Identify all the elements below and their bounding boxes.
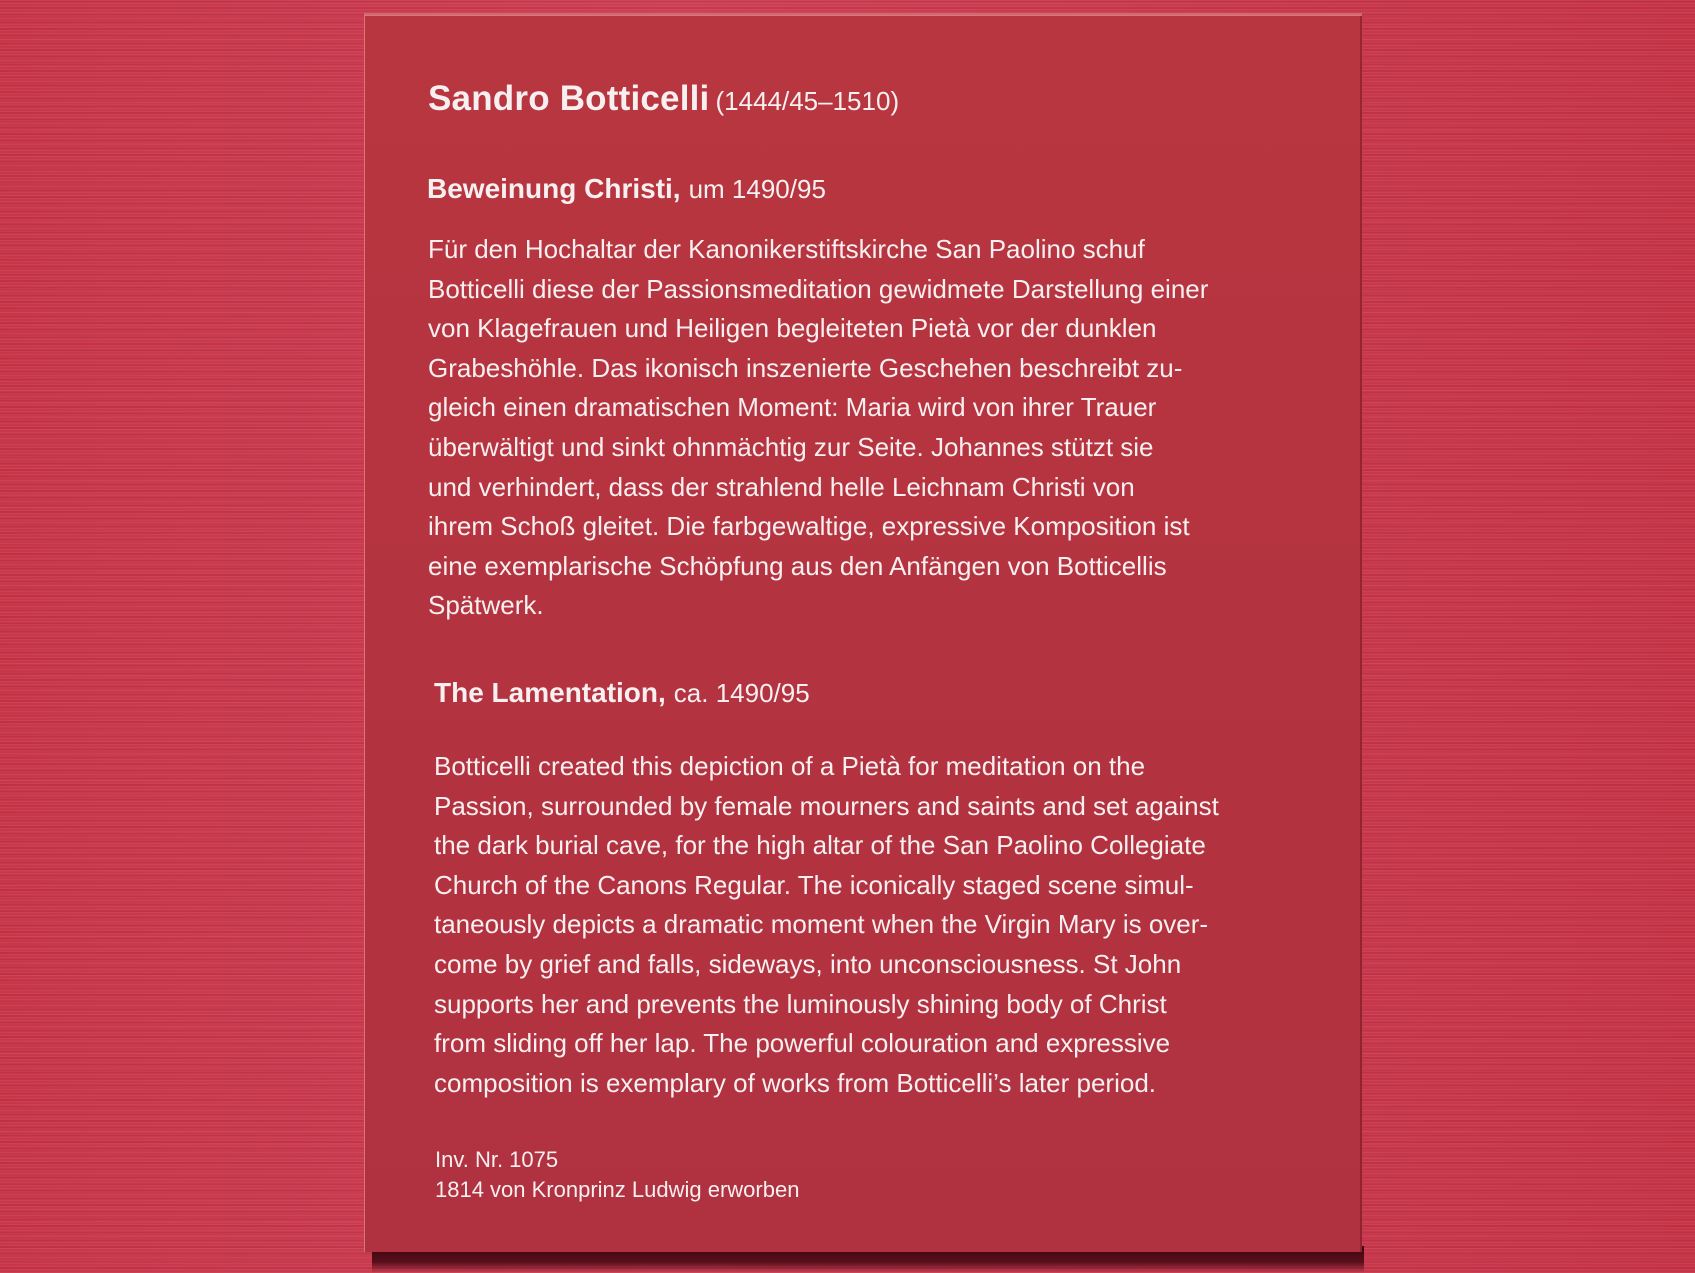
placard-footer	[435, 1145, 799, 1205]
artist-dates: (1444/45–1510)	[715, 86, 900, 116]
english-title-heading	[434, 676, 810, 710]
artist-heading	[428, 78, 899, 122]
english-line: composition is exemplary of works from Botticelli’s later period.	[434, 1067, 1157, 1098]
german-line: überwältigt und sinkt ohnmächtig zur Seite. Johannes stützt sie	[428, 431, 1154, 462]
inventory-number: Inv. Nr. 1075	[435, 1147, 559, 1172]
german-date: um 1490/95	[688, 174, 826, 204]
english-line: Passion, surrounded by female mourners and saints and set against	[434, 790, 1219, 821]
english-line: the dark burial cave, for the high altar of the San Paolino Collegiate	[434, 830, 1206, 861]
english-date: ca. 1490/95	[673, 678, 810, 708]
german-line: Botticelli diese der Passionsmeditation gewidmete Darstellung einer	[428, 273, 1209, 304]
english-title: The Lamentation,	[434, 677, 666, 708]
english-line: Church of the Canons Regular. The iconically staged scene simul-	[434, 869, 1194, 900]
english-line: from sliding off her lap. The powerful colouration and expressive	[434, 1028, 1171, 1059]
german-line: von Klagefrauen und Heiligen begleiteten Pietà vor der dunklen	[428, 313, 1157, 344]
english-line: Botticelli created this depiction of a Pietà for meditation on the	[434, 751, 1146, 781]
german-description	[428, 230, 1328, 626]
german-line: und verhindert, dass der strahlend helle Leichnam Christi von	[428, 471, 1135, 502]
artist-name: Sandro Botticelli	[428, 79, 710, 118]
german-line: ihrem Schoß gleitet. Die farbgewaltige, expressive Komposition ist	[428, 511, 1190, 542]
german-line: gleich einen dramatischen Moment: Maria wird von ihrer Trauer	[428, 392, 1157, 423]
german-line: Grabeshöhle. Das ikonisch inszenierte Geschehen beschreibt zu-	[428, 352, 1183, 383]
provenance-note: 1814 von Kronprinz Ludwig erworben	[435, 1177, 800, 1202]
german-line: Spätwerk.	[428, 590, 544, 621]
german-title: Beweinung Christi,	[427, 173, 681, 204]
german-line: eine exemplarische Schöpfung aus den Anfängen von Botticellis	[428, 550, 1167, 581]
german-title-heading	[427, 172, 826, 206]
english-line: supports her and prevents the luminously shining body of Christ	[434, 988, 1167, 1019]
english-line: taneously depicts a dramatic moment when the Virgin Mary is over-	[434, 909, 1209, 940]
english-line: come by grief and falls, sideways, into unconsciousness. St John	[434, 948, 1182, 979]
english-description	[434, 747, 1334, 1103]
museum-placard	[364, 13, 1362, 1252]
german-line: Für den Hochaltar der Kanonikerstiftskirche San Paolino schuf	[428, 234, 1145, 264]
